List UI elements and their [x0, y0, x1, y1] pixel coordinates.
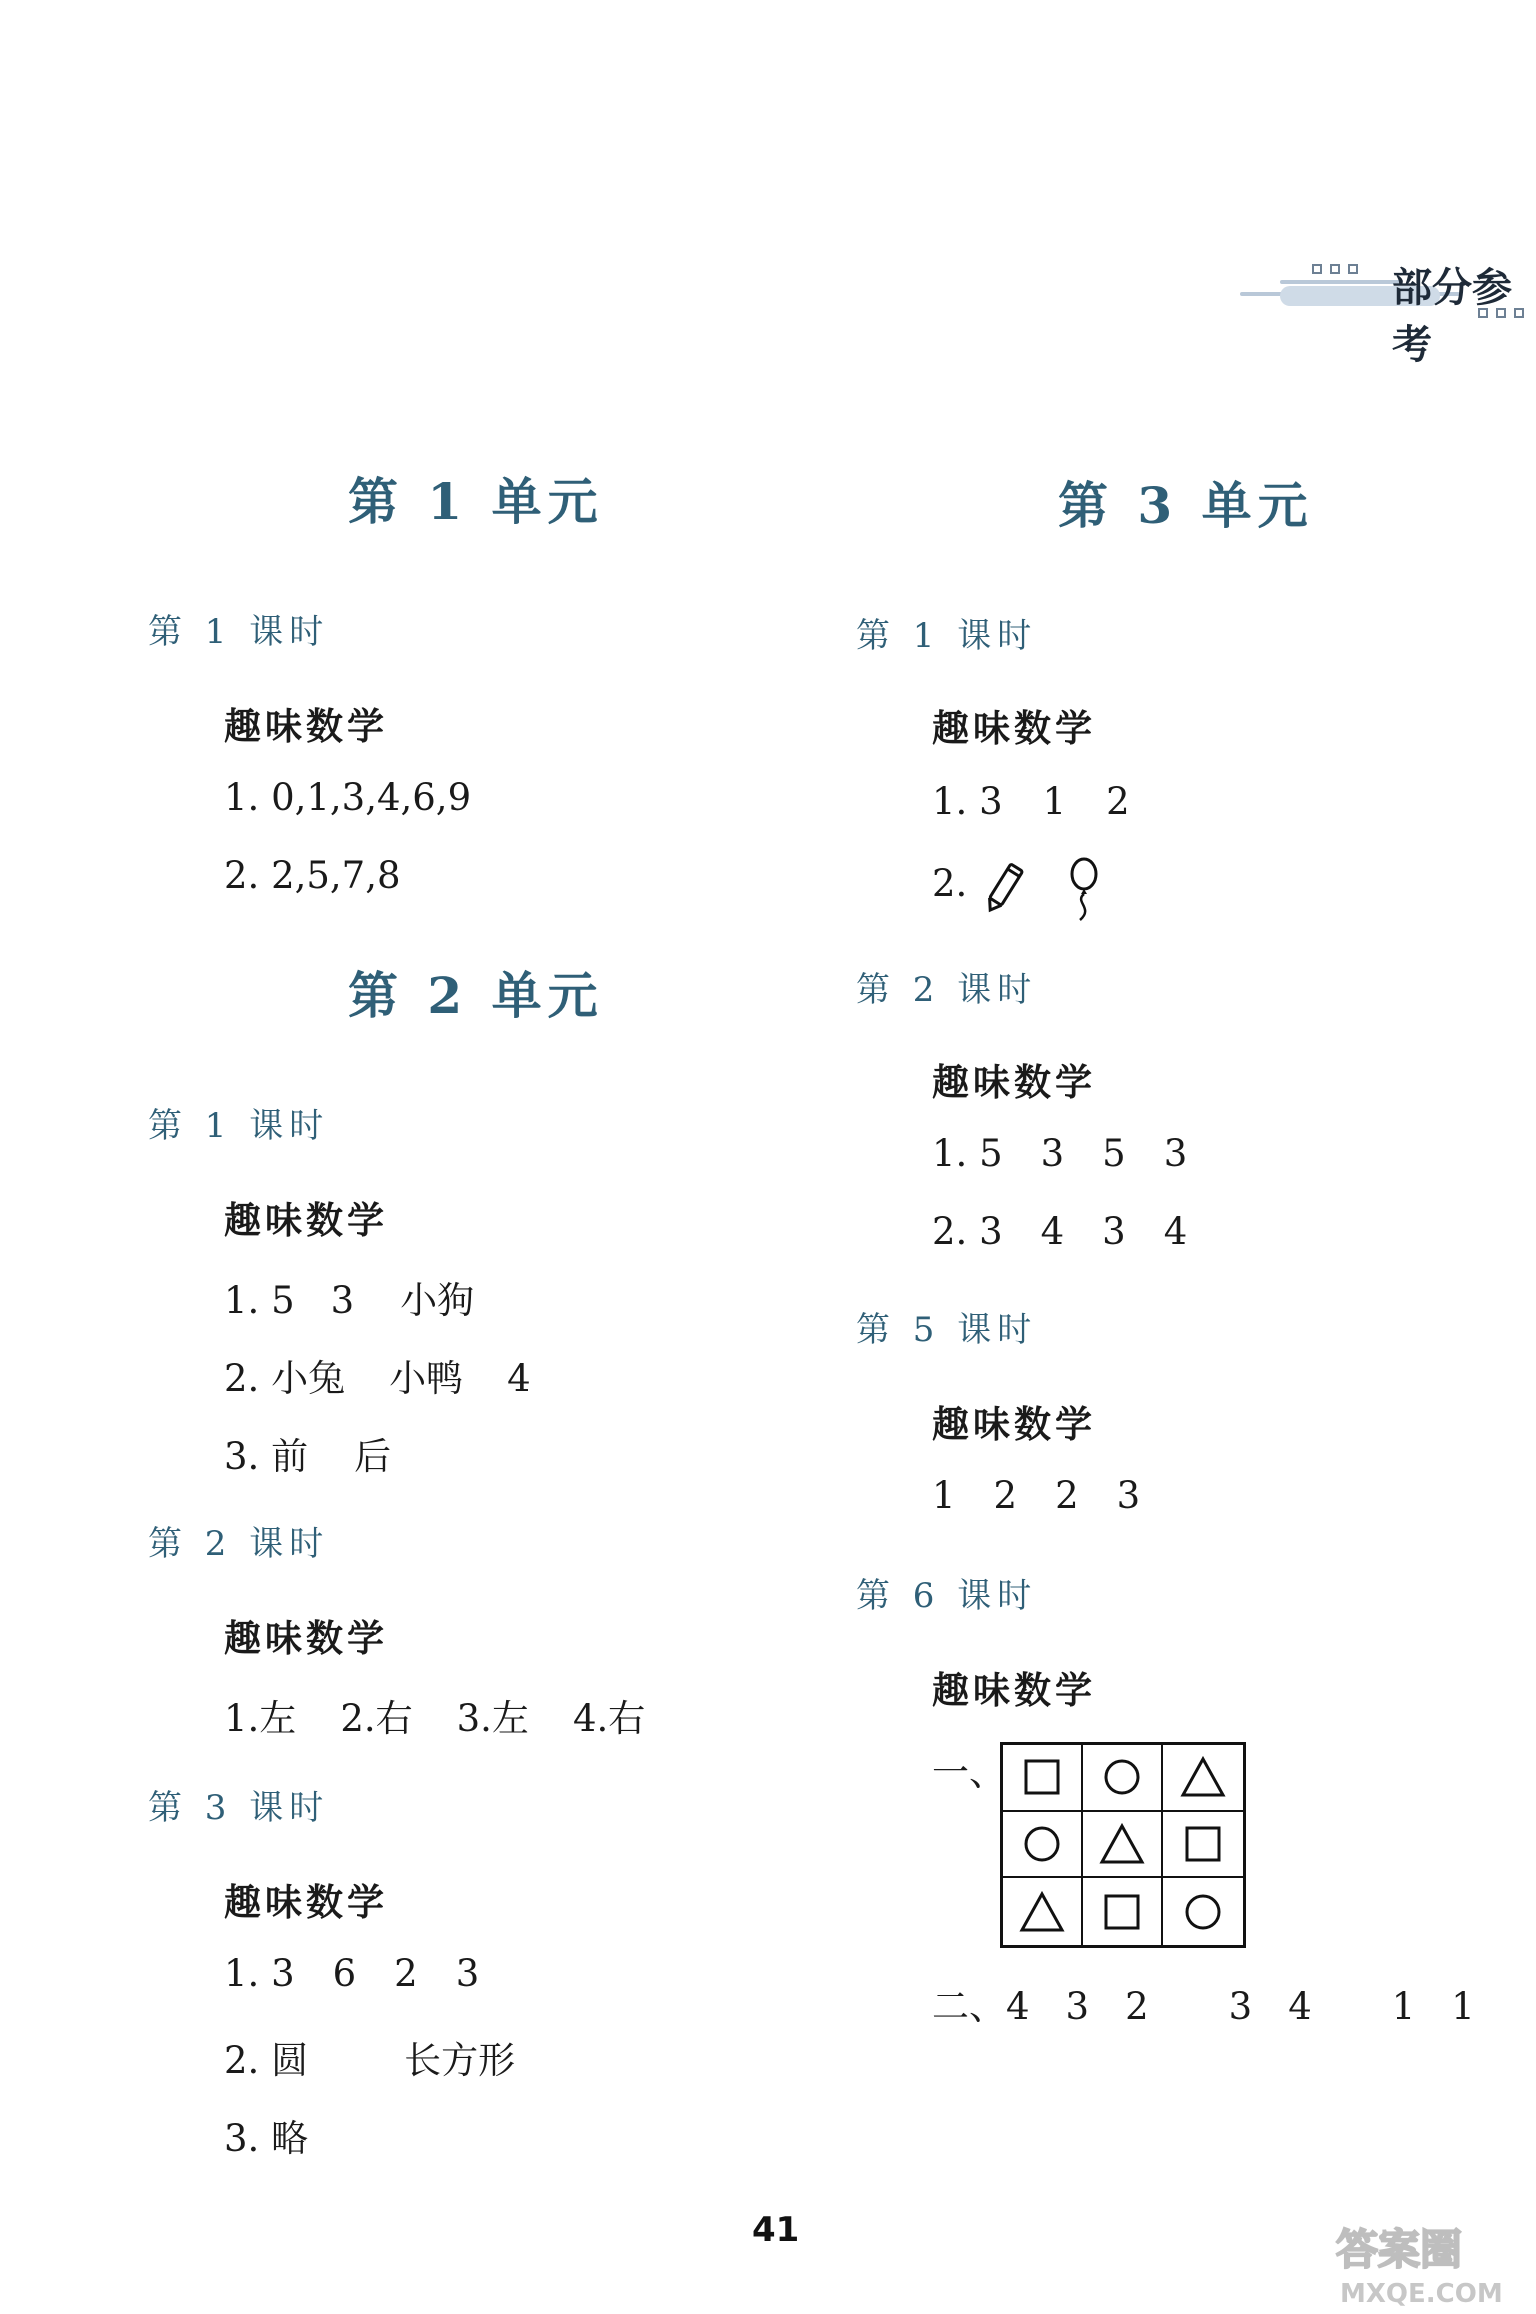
pencil-icon: [982, 858, 1026, 918]
banner-square-icon: [1312, 264, 1322, 274]
section-banner: [1240, 250, 1536, 368]
grid-cell: [1163, 1745, 1243, 1812]
unit-3-title: 第 3 单元: [1058, 476, 1314, 535]
watermark-logo: [1330, 2212, 1536, 2310]
grid-cell: [1083, 1878, 1163, 1945]
answer-line: 1 2 2 3: [932, 1474, 1141, 1517]
grid-cell: [1003, 1812, 1083, 1879]
answer-line: 1.左 2.右 3.左 4.右: [224, 1697, 646, 1740]
circle-icon: [1018, 1820, 1066, 1868]
watermark-url: MXQE.COM: [1340, 2279, 1503, 2309]
grid-cell: [1003, 1878, 1083, 1945]
grid-cell: [1163, 1812, 1243, 1879]
unit-2-lesson-2: 第 2 课时: [148, 1524, 330, 1564]
unit-1-lesson-1: 第 1 课时: [148, 612, 330, 652]
banner-line: [1280, 280, 1400, 284]
page-number: 41: [752, 2210, 800, 2250]
grid-cell: [1083, 1745, 1163, 1812]
grid-cell: [1083, 1812, 1163, 1879]
fun-math-heading: 趣味数学: [932, 1061, 1096, 1104]
answer-line: 1. 3 1 2: [932, 780, 1130, 823]
part-two-answers: 二、4 3 2 3 4 1 1: [932, 1985, 1475, 2028]
shape-grid: [1000, 1742, 1246, 1948]
unit-2-lesson-1: 第 1 课时: [148, 1106, 330, 1146]
fun-math-heading: 趣味数学: [932, 1669, 1096, 1712]
unit-3-lesson-2: 第 2 课时: [856, 970, 1038, 1010]
unit-2-lesson-3: 第 3 课时: [148, 1788, 330, 1828]
grid-cell: [1003, 1745, 1083, 1812]
answer-line: 2.: [932, 862, 968, 905]
fun-math-heading: 趣味数学: [224, 1199, 388, 1242]
unit-3-lesson-6: 第 6 课时: [856, 1576, 1038, 1616]
square-icon: [1018, 1753, 1066, 1801]
unit-3-lesson-5: 第 5 课时: [856, 1310, 1038, 1350]
answer-line: 2. 3 4 3 4: [932, 1210, 1188, 1253]
balloon-icon: [1064, 854, 1104, 926]
answer-line: 1. 0,1,3,4,6,9: [224, 776, 472, 819]
circle-icon: [1179, 1888, 1227, 1936]
circle-icon: [1098, 1753, 1146, 1801]
fun-math-heading: 趣味数学: [224, 705, 388, 748]
fun-math-heading: 趣味数学: [224, 1881, 388, 1924]
part-one-label: 一、: [932, 1751, 1006, 1794]
answer-line: 2. 小兔 小鸭 4: [224, 1357, 531, 1400]
watermark-text: 答案圈: [1336, 2225, 1463, 2274]
banner-square-icon: [1330, 264, 1340, 274]
unit-1-title: 第 1 单元: [348, 472, 604, 531]
unit-3-lesson-1: 第 1 课时: [856, 616, 1038, 656]
square-icon: [1098, 1888, 1146, 1936]
section-title: 部分参考: [1392, 265, 1512, 368]
fun-math-heading: 趣味数学: [224, 1617, 388, 1660]
square-icon: [1179, 1820, 1227, 1868]
answer-line: 1. 5 3 小狗: [224, 1279, 475, 1322]
triangle-icon: [1179, 1753, 1227, 1801]
answer-line: 2. 圆 长方形: [224, 2039, 516, 2082]
answer-line: 1. 5 3 5 3: [932, 1132, 1188, 1175]
triangle-icon: [1098, 1820, 1146, 1868]
fun-math-heading: 趣味数学: [932, 707, 1096, 750]
answer-line: 3. 略: [224, 2117, 309, 2160]
answer-line: 3. 前 后: [224, 1435, 392, 1478]
fun-math-heading: 趣味数学: [932, 1403, 1096, 1446]
banner-square-icon: [1348, 264, 1358, 274]
unit-2-title: 第 2 单元: [348, 966, 604, 1025]
grid-cell: [1163, 1878, 1243, 1945]
answer-line: 2. 2,5,7,8: [224, 854, 401, 897]
triangle-icon: [1018, 1888, 1066, 1936]
answer-line: 1. 3 6 2 3: [224, 1952, 480, 1995]
